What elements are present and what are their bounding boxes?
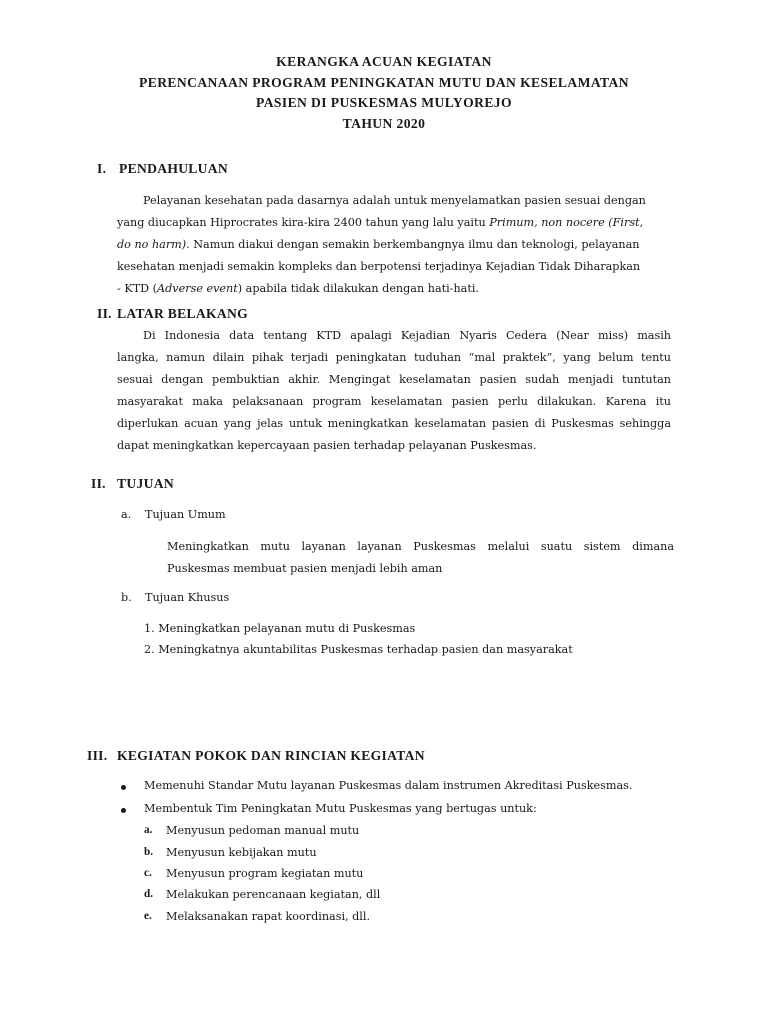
section-heading-tujuan [91,476,174,492]
section-number: II. [91,476,106,491]
sub-item-letter: e. [144,910,152,922]
italic-run: Adverse event [157,282,238,295]
sub-item-text: Melakukan perencanaan kegiatan, dll [166,888,381,901]
bullet-icon [121,808,126,813]
paragraph-line: Di Indonesia data tentang KTD apalagi Kejadian Nyaris Cedera (Near miss) masih [143,329,671,342]
section-heading-latar-belakang [97,306,248,322]
subsection-tujuan-umum [121,508,226,521]
sub-item-text: Menyusun program kegiatan mutu [166,867,364,880]
paragraph-line: Pelayanan kesehatan pada dasarnya adalah untuk menyelamatkan pasien sesuai dengan [143,194,646,207]
section-number: II. [97,306,112,321]
section-heading-kegiatan-pokok [87,748,425,764]
tujuan-umum-paragraph [167,536,674,580]
title-line: PASIEN DI PUSKESMAS MULYOREJO [256,95,512,110]
pendahuluan-paragraph [117,190,671,300]
subsection-letter: b. [121,591,132,604]
title-line: KERANGKA ACUAN KEGIATAN [276,54,492,69]
italic-run: do no harm). [117,238,190,251]
bullet-item: Membentuk Tim Peningkatan Mutu Puskesmas yang bertugas untuk: [144,802,537,815]
paragraph-line [117,234,671,256]
paragraph-line: diperlukan acuan yang jelas untuk meningkatkan keselamatan pasien di Puskesmas sehingga [117,417,671,430]
sub-item-letter: d. [144,888,154,900]
list-item: 1. Meningkatkan pelayanan mutu di Puskesmas [144,622,416,635]
list-item: 2. Meningkatnya akuntabilitas Puskesmas terhadap pasien dan masyarakat [144,643,573,656]
subsection-title: Tujuan Khusus [145,591,230,604]
section-heading-pendahuluan [97,161,228,177]
title-line: PERENCANAAN PROGRAM PENINGKATAN MUTU DAN KESELAMATAN [139,74,629,90]
paragraph-line: sesuai dengan pembuktian akhir. Mengingat keselamatan pasien sudah menjadi tuntutan [117,373,671,386]
sub-item-letter: a. [144,824,153,836]
sub-item-letter: b. [144,846,154,858]
paragraph-line [117,278,671,300]
section-number: III. [87,748,108,763]
section-title: PENDAHULUAN [119,161,229,176]
italic-run: Primum, non nocere (First, [489,216,644,229]
subsection-tujuan-khusus [121,591,229,604]
text-run: ) apabila tidak dilakukan dengan hati-hati. [237,282,479,295]
paragraph-line: Meningkatkan mutu layanan layanan Puskesmas melalui suatu sistem dimana [167,540,674,553]
sub-item-text: Menyusun kebijakan mutu [166,846,317,859]
sub-item-text: Menyusun pedoman manual mutu [166,824,360,837]
section-title: KEGIATAN POKOK DAN RINCIAN KEGIATAN [117,748,425,763]
section-number: I. [97,161,107,176]
paragraph-line: dapat meningkatkan kepercayaan pasien terhadap pelayanan Puskesmas. [117,439,537,452]
paragraph-line: Puskesmas membuat pasien menjadi lebih aman [167,562,443,575]
document-title [0,52,768,134]
subsection-letter: a. [121,508,132,521]
subsection-title: Tujuan Umum [145,508,226,521]
paragraph-line [117,212,671,234]
section-title: TUJUAN [117,476,174,491]
paragraph-line: masyarakat maka pelaksanaan program keselamatan pasien perlu dilakukan. Karena itu [117,395,671,408]
sub-item-text: Melaksanakan rapat koordinasi, dll. [166,910,371,923]
text-run: - KTD ( [117,282,158,295]
sub-item-letter: c. [144,867,152,879]
paragraph-line: langka, namun dilain pihak terjadi peningkatan tuduhan “mal praktek”, yang belum tentu [117,351,671,364]
paragraph-line: kesehatan menjadi semakin kompleks dan berpotensi terjadinya Kejadian Tidak Diharapkan [117,260,641,273]
text-run: Namun diakui dengan semakin berkembangnya ilmu dan teknologi, pelayanan [189,238,640,251]
title-line: TAHUN 2020 [342,115,426,131]
bullet-icon [121,785,126,790]
text-run: yang diucapkan Hiprocrates kira-kira 2400 tahun yang lalu yaitu [117,216,490,229]
latar-belakang-paragraph [117,325,671,457]
bullet-item: Memenuhi Standar Mutu layanan Puskesmas dalam instrumen Akreditasi Puskesmas. [144,779,633,792]
section-title: LATAR BELAKANG [117,306,248,321]
